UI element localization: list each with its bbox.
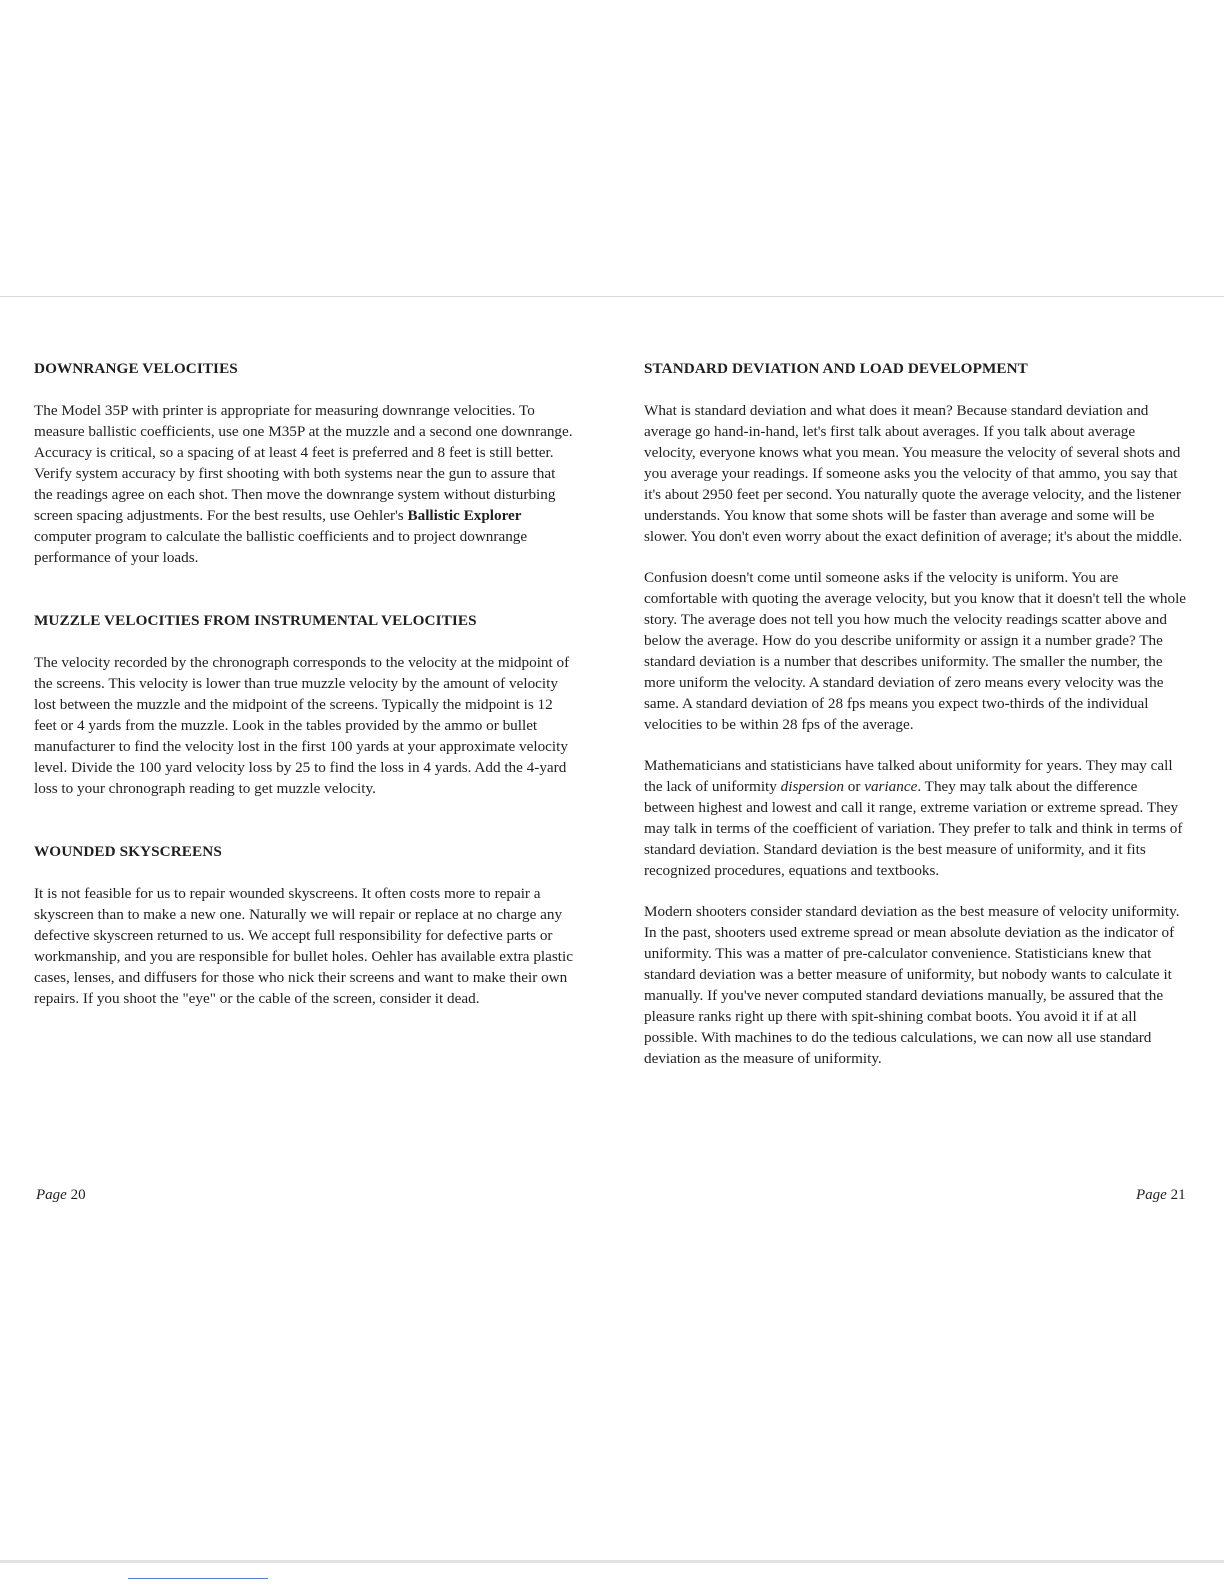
paragraph-sd-1: What is standard deviation and what does it mean? Because standard deviation and average go hand-in-hand, let's first talk about averages. If you talk about average velocity, everyone knows what you mean. You measure the velocity of several shots and you average your readings. If someone asks you the velocity of that ammo, you say that it's about 2950 feet per second. You naturally quote the average velocity, and the listener understands. You know that some shots will be faster than average and some will be slower. You don't even worry about the exact definition of average; it's about the middle.: [644, 402, 1183, 545]
section-wounded-skyscreens: [34, 841, 574, 1009]
term-variance: variance: [864, 778, 918, 795]
bottom-divider: [0, 1560, 1224, 1563]
page-number-left: Page 20: [36, 1187, 86, 1203]
paragraph-downrange-velocities: The Model 35P with printer is appropriate for measuring downrange velocities. To measure ballistic coefficients, use one M35P at the muzzle and a second one downrange. Accuracy is critical, so a spacing of at least 4 feet is preferred and 8 feet is still better. Verify system accuracy by first shooting with both systems near the gun to assure that the readings agree on each shot. Then move the downrange system without disturbing screen spacing adjustments. For the best results, use Oehler's Ballistic Explorer computer program to calculate the ballistic coefficients and to project downrange performance of your loads.: [34, 402, 573, 566]
section-standard-deviation: [644, 358, 1190, 1069]
right-page: [644, 358, 1190, 1069]
paragraph-sd-4: Modern shooters consider standard deviation as the best measure of velocity uniformity. In the past, shooters used extreme spread or mean absolute deviation as the indicator of uniformity. This was a matter of pre-calculator convenience. Statisticians knew that standard deviation was a better measure of uniformity, but nobody wants to calculate it manually. If you've never computed standard deviations manually, be assured that the pleasure ranks right up there with spit-shining combat boots. You avoid it if at all possible. With machines to do the tedious calculations, we can now all use standard deviation as the measure of uniformity.: [644, 903, 1180, 1067]
paragraph-muzzle-velocities: The velocity recorded by the chronograph corresponds to the velocity at the midpoint of the screens. This velocity is lower than true muzzle velocity by the amount of velocity lost between the muzzle and the midpoint of the screens. Typically the midpoint is 12 feet or 4 yards from the muzzle. Look in the tables provided by the ammo or bullet manufacturer to find the velocity lost in the first 100 yards at your approximate velocity level. Divide the 100 yard velocity loss by 25 to find the loss in 4 yards. Add the 4-yard loss to your chronograph reading to get muzzle velocity.: [34, 654, 570, 797]
product-name-ballistic-explorer: Ballistic Explorer: [407, 507, 522, 524]
page-number-right: Page 21: [1136, 1187, 1186, 1203]
paragraph-wounded-skyscreens: It is not feasible for us to repair wounded skyscreens. It often costs more to repair a skyscreen than to make a new one. Naturally we will repair or replace at no charge any defective skyscreen returned to us. We accept full responsibility for defective parts or workmanship, and you are responsible for bullet holes. Oehler has available extra plastic cases, lenses, and diffusers for those who nick their screens and want to make their own repairs. If you shoot the "eye" or the cable of the screen, consider it dead.: [34, 885, 573, 1007]
heading-standard-deviation: STANDARD DEVIATION AND LOAD DEVELOPMENT: [644, 360, 1028, 377]
term-dispersion: dispersion: [780, 778, 844, 795]
heading-downrange-velocities: DOWNRANGE VELOCITIES: [34, 360, 238, 377]
section-muzzle-velocities: [34, 610, 574, 799]
paragraph-sd-2: Confusion doesn't come until someone asks if the velocity is uniform. You are comfortable with quoting the average velocity, but you know that it doesn't tell the whole story. The average does not tell you how much the velocity readings scatter above and below the average. How do you describe uniformity or assign it a number grade? The standard deviation is a number that describes uniformity. The smaller the number, the more uniform the velocity. A standard deviation of zero means every velocity was the same. A standard deviation of 28 fps means you expect two-thirds of the individual velocities to be within 28 fps of the average.: [644, 569, 1187, 733]
scan-artifact-line: [128, 1578, 268, 1579]
section-downrange-velocities: [34, 358, 574, 568]
heading-muzzle-velocities: MUZZLE VELOCITIES FROM INSTRUMENTAL VELOCITIES: [34, 612, 477, 629]
left-page: [34, 358, 574, 1009]
heading-wounded-skyscreens: WOUNDED SKYSCREENS: [34, 843, 222, 860]
top-divider: [0, 296, 1224, 297]
paragraph-sd-3: Mathematicians and statisticians have talked about uniformity for years. They may call the lack of uniformity dispersion or variance. They may talk about the difference between highest and lowest and call it range, extreme variation or extreme spread. They may talk in terms of the coefficient of variation. They prefer to talk and think in terms of standard deviation. Standard deviation is the best measure of uniformity, and it fits recognized procedures, equations and textbooks.: [644, 757, 1183, 879]
